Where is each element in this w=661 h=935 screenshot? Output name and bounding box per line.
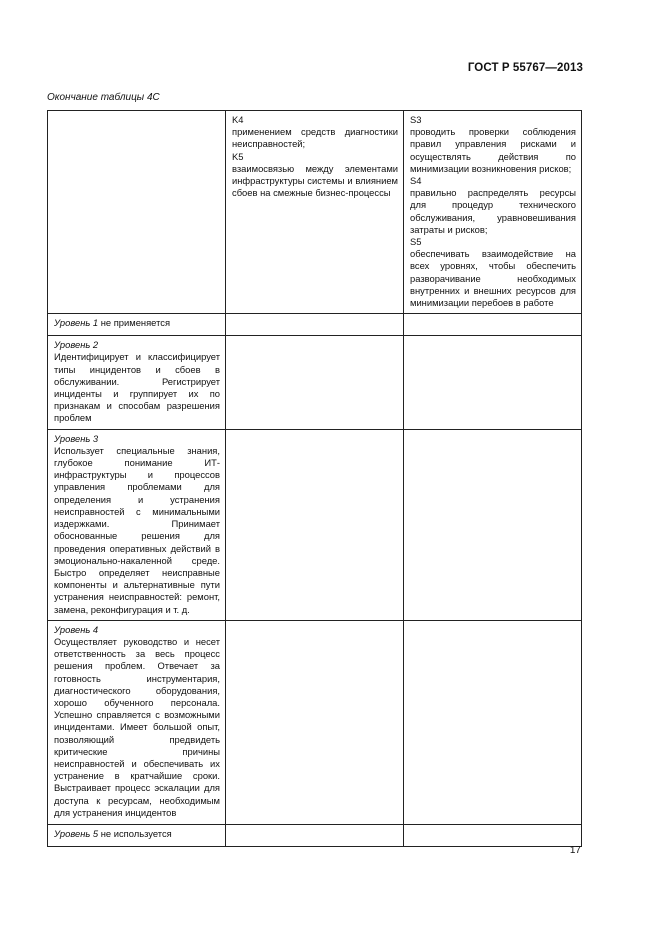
table-row [48,620,582,824]
table-cell-skills [404,111,582,314]
table-caption: Окончание таблицы 4С [47,92,160,103]
table-row [48,429,582,620]
level-3-cell [48,429,226,620]
table-cell-knowledge [226,111,404,314]
table-cell-empty [48,111,226,314]
level-4-cell [48,620,226,824]
level-5-cell [48,824,226,846]
table-row [48,314,582,336]
level-2-cell [48,336,226,429]
table-cell-empty [226,314,404,336]
page-number: 17 [569,845,581,856]
table-cell-empty [404,824,582,846]
table-cell-empty [404,620,582,824]
level-3-text: Использует специальные знания, глубокое понимание ИТ-инфраструктуры и процессов управления проблемами для определения и устранения неисправностей с минимальными издержками. Принимает обоснованные решения для проведения оперативных действий в эмоционально-накаленной среде. Быстро определяет неисправные компоненты и альтернативные пути устранения неисправностей: ремонт, замена, реконфигурация и т. д. [54,444,220,615]
level-4-label: Уровень 4 [54,623,99,635]
table-cell-empty [226,429,404,620]
level-5-label: Уровень 5 [54,827,99,839]
table-cell-empty [226,620,404,824]
level-1-cell [48,314,226,336]
skills-text: S3 проводить проверки соблюдения правил управления рисками и осуществлять действия по минимизации возникновения рисков; S4 правильно распределять ресурсы для процедур технического обслуживания, уравновешивания затраты и рисков; S5 обеспечивать взаимодействие на всех уровнях, чтобы обеспечить разворачивание необходимых внутренних и внешних ресурсов для минимизации перебоев в работе [410,114,576,309]
table-cell-empty [404,336,582,429]
competence-table [47,110,582,847]
table-row [48,111,582,314]
level-1-inline: не применяется [98,317,171,329]
level-1-label: Уровень 1 [54,317,99,329]
table-cell-empty [404,314,582,336]
knowledge-text: K4 применением средств диагностики неисправностей; K5 взаимосвязью между элементами инфраструктуры системы и влиянием сбоев на смежные бизнес-процессы [232,114,398,199]
level-2-text: Идентифицирует и классифицирует типы инцидентов и сбоев в обслуживании. Регистрирует инциденты и группирует их по признакам и способам разрешения проблем [54,351,220,424]
table-row [48,336,582,429]
table-cell-empty [226,824,404,846]
standard-code: ГОСТ Р 55767—2013 [467,62,583,74]
level-2-label: Уровень 2 [54,339,99,351]
table-cell-empty [404,429,582,620]
level-5-inline: не используется [98,827,172,839]
level-3-label: Уровень 3 [54,432,99,444]
level-4-text: Осуществляет руководство и несет ответственность за весь процесс решения проблем. Отвечает за готовность инструментария, диагностического оборудования, хорошо обученного персонала. Успешно справляется с возможными инцидентами. Имеет большой опыт, позволяющий предвидеть критические причины неисправностей и обеспечивать их устранение в кратчайшие сроки. Выстраивает процесс эскалации для доступа к ресурсам, необходимым для устранения инцидентов [54,635,220,818]
table-row [48,824,582,846]
table-cell-empty [226,336,404,429]
